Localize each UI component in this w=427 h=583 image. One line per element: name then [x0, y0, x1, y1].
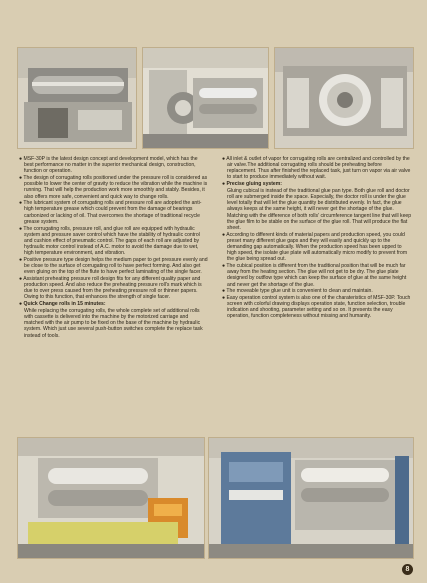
photo-roll-closeup	[17, 47, 137, 149]
photo-single-facer-machine	[208, 437, 414, 559]
right-paragraph-1: ● All inlet & outlet of vapor for corrugating rolls are centralized and controlled by the air valve.The additional corrugating rolls should be preheating before replacement. Thus after finished the replaced task, just turn on vapor via air valve to start to produce immediately without wait.	[222, 156, 411, 181]
right-paragraph-2: Gluing cubical is instead of the traditional glue pan type. Both glue roll and doctor roll are submerged inside the space. Especially, the doctor roll is under the glue level totally that will let the glue quantity be distributed evenly. In fact, the glue always keeps at the same height, it will never get the shortage of the glue. Matching with the difference of both rolls' circumference tangent line that will keep the glue film to be stable on the surface of the glue roll. That will produce the flat sheet.	[227, 187, 412, 231]
left-paragraph-4: ● The corrugating rolls, pressure roll, and glue roll are equipped with hydraulic system and pressure saver control which have the stability of hydraulic control and cushion effect of pneumatic control. The gaps of each roll are adjusted by hydraulic motor control instead of A.C. motor to avoid the damage due to wet, high temperature environment, and vibration.	[19, 225, 200, 257]
left-paragraph-1: ● MSF-30P is the latest design concept and development model, which has the best performance no matter in the superior mechanical design, construction, function or operation.	[19, 156, 198, 175]
photo-motorized-carriage	[17, 437, 205, 559]
photo-machine-interior	[142, 47, 269, 149]
left-paragraph-5: ● Positive pressure type design helps the medium paper to get pressure evenly and be close to the surface of corrugating roll to have perfect forming. And also get even gluing on the top of the flute to have perfect laminating of the single facer.	[19, 256, 208, 276]
right-paragraph-4: ● The cubical position is different from the traditional position that will be much far away from the heating section. The glue will not get to be dry. The glue plate designed by outflow type which can keep the surface of glue at the same height and never get the shortage of the glue.	[222, 263, 407, 288]
left-paragraph-2: ● The design of corrugating rolls positioned under the pressure roll is considered as possible to lower the center of gravity to reduce the vibration while the machine is running. That will help the production work more smoothly and stably. Besides, it also offers more safe, convenient and quick way to change rolls.	[19, 175, 208, 200]
photo-roll-cassette	[274, 47, 414, 149]
left-text-column	[17, 156, 208, 339]
left-paragraph-7: While replacing the corrugating rolls, the whole complete set of additional rolls with cassette is delivered into the machine by the motorized carriage and matched with the air pump to be fixed on the base of the machine by hydraulic system. Which just use several push-button switches complete the replace task instead of tools.	[24, 307, 203, 339]
right-paragraph-5: ● The moveable type glue unit is convenient to clean and maintain.	[222, 288, 373, 295]
page-number-badge: 8	[402, 564, 413, 575]
right-paragraph-6: ● Easy operation control system is also one of the charateristics of MSF-30P. Touch screen with colorful drawing displays operation state, function selection, trouble indication and shooting, parameter setting and so on. It presents the easy operation, function completeness without missing and humanity.	[222, 295, 411, 320]
left-paragraph-3: ● The lubricant system of corrugating rolls and pressure roll are adopted the anti-high temperature grease which could prevent from the damage of bearings carbonized or lacking of oil. That overcomes the shortage of traditional recycle grease system.	[19, 200, 202, 225]
left-paragraph-6: ● Assistant preheating pressure roll design fits for any different quality paper and production speed. And also reduce the preheating pressure roll's mark which is due to over press caused from the preheating pressure roll or thinner papers. Owing to this function, that enhances the strength of single facer.	[19, 275, 202, 301]
right-text-column	[220, 156, 412, 320]
right-heading-gluing: ● Precise gluing system:	[222, 181, 282, 188]
left-heading-quick-change: ● Quick Change rolls in 15 minutes:	[19, 301, 106, 308]
right-paragraph-3: ● According to different kinds of material papers and production speed, you could preset many different glue gaps and they will easily and quickly up to the demanding gap automatically. When the production speed has been upped to high speed, the isolate glue plate will automatically micro modify to prevent from the glue being spread out.	[222, 231, 408, 263]
